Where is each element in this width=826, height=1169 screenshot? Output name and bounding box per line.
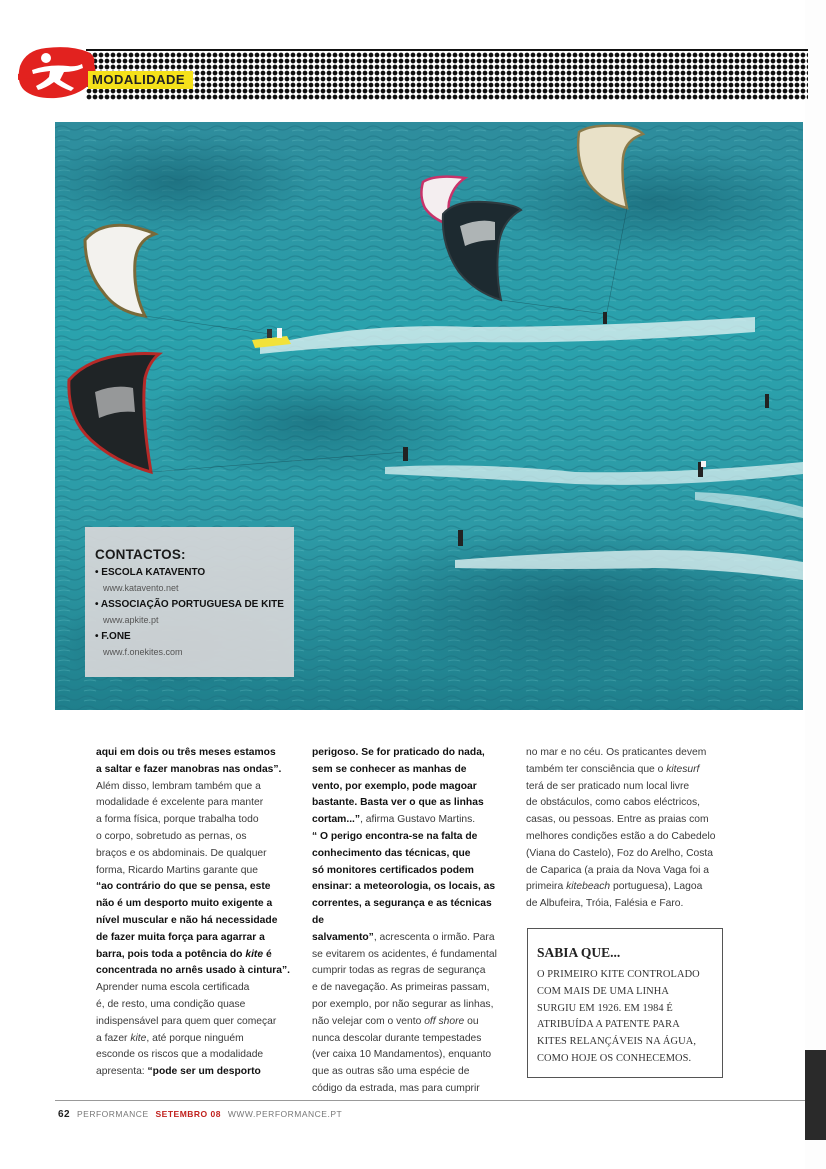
text-line: também ter consciência que o kitesurf: [526, 763, 700, 775]
text-line: a forma física, porque trabalha todo: [96, 814, 259, 826]
magazine-website[interactable]: WWW.PERFORMANCE.PT: [227, 1109, 343, 1119]
did-you-know-line: O PRIMEIRO KITE CONTROLADO: [537, 969, 700, 980]
text-line: nunca descolar durante tempestades: [312, 1032, 482, 1044]
text-line: apresenta: “pode ser um desporto: [96, 1066, 261, 1078]
page-number: 62: [58, 1109, 71, 1120]
text-line: e de navegação. As primeiras passam,: [312, 982, 490, 994]
contact-name: • F.ONE: [95, 631, 131, 642]
text-line: é, de resto, uma condição quase: [96, 998, 246, 1010]
contact-name: • ESCOLA KATAVENTO: [95, 567, 206, 578]
did-you-know-title: SABIA QUE...: [537, 945, 621, 960]
text-line: casas, ou pessoas. Entre as praias com: [526, 814, 709, 826]
page-edge: [805, 0, 826, 1169]
contact-url[interactable]: www.f.onekites.com: [103, 647, 183, 657]
article-column-1: [96, 745, 292, 1081]
text-line: terá de ser praticado num local livre: [526, 780, 690, 792]
text-line: não velejar com o vento off shore ou: [312, 1015, 479, 1027]
text-line: não é um desporto muito exigente a: [96, 898, 273, 910]
contact-url[interactable]: www.apkite.pt: [103, 615, 159, 625]
text-line: nível muscular e não há necessidade: [96, 914, 278, 926]
text-line: modalidade é excelente para manter: [96, 797, 264, 809]
text-line: primeira kitebeach portuguesa), Lagoa: [526, 881, 703, 893]
text-line: cortam...”, afirma Gustavo Martins.: [312, 814, 476, 826]
text-line: vento, por exemplo, pode magoar: [312, 780, 477, 792]
text-line: bastante. Basta ver o que as linhas: [312, 797, 484, 809]
text-line: ensinar: a meteorologia, os locais, as: [312, 881, 496, 893]
text-line: Além disso, lembram também que a: [96, 780, 261, 792]
text-line: a saltar e fazer manobras nas ondas”.: [96, 763, 282, 775]
text-line: de Albufeira, Tróia, Falésia e Faro.: [526, 898, 684, 910]
contact-name: • ASSOCIAÇÃO PORTUGUESA DE KITE: [95, 599, 284, 610]
text-line: braços e os abdominais. De qualquer: [96, 847, 267, 859]
did-you-know-box: [527, 928, 723, 1078]
text-line: por exemplo, por não segurar as linhas,: [312, 998, 494, 1010]
page-edge-shadow: [805, 1050, 826, 1140]
text-line: indispensável para quem quer começar: [96, 1015, 277, 1027]
text-line: Aprender numa escola certificada: [96, 982, 250, 994]
text-line: de fazer muita força para agarrar a: [96, 931, 265, 943]
text-line: código da estrada, mas para cumprir: [312, 1082, 480, 1094]
text-line: (Viana do Castelo), Foz do Arelho, Costa: [526, 847, 713, 859]
section-label: MODALIDADE: [88, 71, 193, 89]
page-footer: [58, 1109, 342, 1120]
magazine-figure-logo: [16, 44, 98, 100]
did-you-know-line: SURGIU EM 1926. EM 1984 É: [537, 1002, 673, 1014]
text-line: se evitarem os acidentes, é fundamental: [312, 948, 497, 960]
contacts-box: [85, 527, 294, 677]
did-you-know-line: COM MAIS DE UMA LINHA: [537, 985, 669, 997]
text-line: de Caparica (a praia da Nova Vaga foi a: [526, 864, 709, 876]
text-line: perigoso. Se for praticado do nada,: [312, 747, 485, 758]
text-line: cumprir todas as regras de segurança: [312, 965, 486, 977]
footer-rule: [55, 1100, 805, 1101]
text-line: que as outras são uma espécie de: [312, 1066, 470, 1078]
text-line: conhecimento das técnicas, que: [312, 847, 471, 859]
text-line: barra, pois toda a potência do kite é: [96, 948, 272, 960]
header-dot-band: [86, 52, 808, 100]
text-line: sem se conhecer as manhas de: [312, 763, 467, 775]
text-line: melhores condições estão a do Cabedelo: [526, 830, 716, 842]
article-column-3: [526, 745, 722, 913]
text-line: salvamento”, acrescenta o irmão. Para: [312, 931, 495, 943]
text-line: “ao contrário do que se pensa, este: [96, 881, 271, 893]
text-line: (ver caixa 10 Mandamentos), enquanto: [312, 1049, 492, 1061]
text-line: forma, Ricardo Martins garante que: [96, 864, 258, 876]
did-you-know-line: ATRIBUÍDA A PATENTE PARA: [537, 1019, 680, 1031]
did-you-know-line: KITES RELANÇÁVEIS NA ÁGUA,: [537, 1036, 697, 1048]
magazine-name: PERFORMANCE: [77, 1109, 149, 1119]
text-line: aqui em dois ou três meses estamos: [96, 747, 276, 758]
text-line: a fazer kite, até porque ninguém: [96, 1032, 244, 1044]
contact-url[interactable]: www.katavento.net: [103, 583, 179, 593]
text-line: concentrada no arnês usado à cintura”.: [96, 965, 290, 977]
text-line: o corpo, sobretudo as pernas, os: [96, 830, 247, 842]
contacts-title: CONTACTOS:: [95, 547, 186, 562]
text-line: correntes, a segurança e as técnicas de: [312, 898, 492, 926]
header-rule: [86, 49, 808, 51]
text-line: de obstáculos, como cabos eléctricos,: [526, 797, 700, 809]
text-line: “ O perigo encontra-se na falta de: [312, 830, 478, 842]
issue-date: SETEMBRO 08: [155, 1109, 221, 1119]
article-column-2: [312, 745, 506, 1098]
did-you-know-line: COMO HOJE OS CONHECEMOS.: [537, 1052, 692, 1064]
text-line: esconde os riscos que a modalidade: [96, 1049, 264, 1061]
text-line: no mar e no céu. Os praticantes devem: [526, 747, 707, 758]
text-line: só monitores certificados podem: [312, 864, 474, 876]
